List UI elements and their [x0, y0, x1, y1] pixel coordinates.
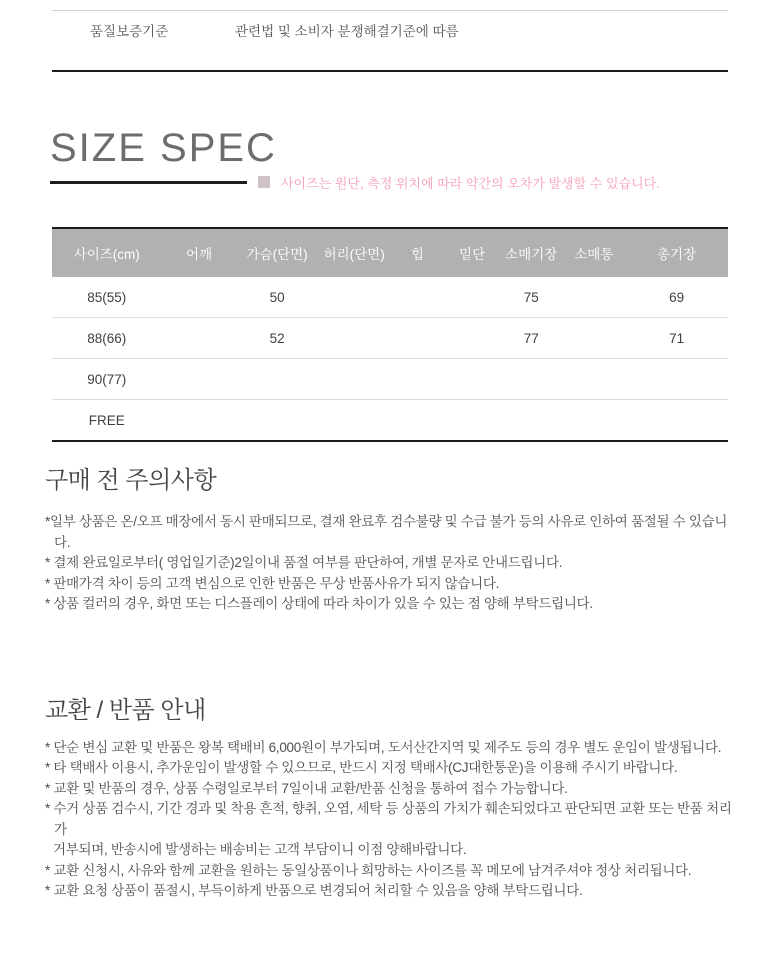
size-table-header-cell: 가슴(단면)	[237, 228, 318, 277]
size-table-cell	[500, 359, 562, 400]
size-table-header-cell: 허리(단면)	[318, 228, 391, 277]
purchase-notice-list	[45, 512, 740, 615]
size-spec-table	[52, 227, 728, 442]
exchange-notice-list	[45, 738, 740, 902]
size-spec-section	[0, 128, 780, 442]
exchange-notice-item: 거부되며, 반송시에 발생하는 배송비는 고객 부담이니 이점 양해바랍니다.	[53, 842, 467, 857]
size-table-header-cell: 사이즈(cm)	[52, 228, 162, 277]
size-table-cell: 88(66)	[52, 318, 162, 359]
size-table-cell	[625, 359, 728, 400]
size-table-cell: FREE	[52, 400, 162, 442]
size-table-cell	[444, 277, 500, 318]
exchange-notice-item: * 타 택배사 이용시, 추가운임이 발생할 수 있으므로, 반드시 지정 택배사(CJ대한통운)을 이용해 주시기 바랍니다.	[45, 760, 678, 775]
size-table-header-cell: 총기장	[625, 228, 728, 277]
size-table-cell	[562, 400, 625, 442]
size-spec-subheader	[50, 175, 780, 189]
size-table-cell: 69	[669, 289, 685, 305]
exchange-notice-item: * 교환 및 반품의 경우, 상품 수령일로부터 7일이내 교환/반품 신청을 통하여 접수 가능합니다.	[45, 780, 568, 796]
exchange-notice-item: * 단순 변심 교환 및 반품은 왕복 택배비 6,000원이 부가되며, 도서산간지역 및 제주도 등의 경우 별도 운임이 발생됩니다.	[45, 739, 722, 755]
size-table-cell	[318, 277, 391, 318]
size-table-row	[52, 400, 728, 442]
exchange-notice-section	[0, 697, 740, 902]
size-table-cell	[318, 400, 391, 442]
size-table-header-cell: 소매기장	[500, 228, 562, 277]
size-table-cell	[162, 318, 237, 359]
size-table-header-cell: 밑단	[444, 228, 500, 277]
size-table-cell	[444, 400, 500, 442]
purchase-notice-title: 구매 전 주의사항	[45, 467, 217, 494]
purchase-notice-item: *일부 상품은 온/오프 매장에서 동시 판매되므로, 결재 완료후 검수불량 및 수급 불가 등의 사유로 인하여 품절될 수 있습니다.	[45, 514, 728, 550]
size-table-cell	[237, 400, 318, 442]
size-table-cell	[237, 359, 318, 400]
size-table-body	[52, 277, 728, 441]
size-table-cell: 50	[269, 289, 285, 305]
size-table-cell	[625, 400, 728, 442]
size-table-cell	[391, 400, 444, 442]
purchase-notice-item: * 상품 컬러의 경우, 화면 또는 디스플레이 상태에 따라 차이가 있을 수 있는 점 양해 부탁드립니다.	[45, 596, 593, 611]
size-tolerance-note: 사이즈는 원단, 측정 위치에 따라 약간의 오차가 발생할 수 있습니다.	[281, 175, 660, 191]
quality-section	[0, 10, 780, 72]
size-table-cell	[562, 359, 625, 400]
size-table-cell	[162, 359, 237, 400]
size-table-cell	[391, 277, 444, 318]
product-info-page	[0, 10, 780, 902]
size-table-cell	[444, 359, 500, 400]
size-table-cell	[562, 318, 625, 359]
size-table-cell	[162, 400, 237, 442]
quality-label: 품질보증기준	[90, 24, 169, 39]
size-table-cell	[318, 359, 391, 400]
size-table-header-cell: 어깨	[162, 228, 237, 277]
size-spec-title: SIZE SPEC	[50, 126, 277, 170]
size-table-cell	[162, 277, 237, 318]
size-table-cell: 85(55)	[87, 289, 127, 305]
size-table-cell	[444, 318, 500, 359]
size-table-cell	[391, 318, 444, 359]
size-table-cell: 90(77)	[52, 359, 162, 400]
purchase-notice-section	[0, 467, 740, 615]
quality-row	[52, 11, 728, 40]
exchange-notice-item: * 교환 신청시, 사유와 함께 교환을 원하는 동일상품이나 희망하는 사이즈를 꼭 메모에 남겨주셔야 정상 처리됩니다.	[45, 862, 692, 878]
size-table-cell: 71	[625, 318, 728, 359]
purchase-notice-item: * 판매가격 차이 등의 고객 변심으로 인한 반품은 무상 반품사유가 되지 않습니다.	[45, 575, 500, 591]
quality-value: 관련법 및 소비자 분쟁해결기준에 따름	[235, 24, 459, 39]
size-table-cell	[562, 277, 625, 318]
size-table-row	[52, 277, 728, 318]
size-table-cell	[318, 318, 391, 359]
size-table-cell: 75	[523, 289, 539, 305]
title-underline	[50, 181, 247, 184]
size-table-row	[52, 359, 728, 400]
divider-dark	[52, 70, 728, 72]
size-table-header-cell: 소매통	[562, 228, 625, 277]
size-table-cell: 77	[500, 318, 562, 359]
exchange-notice-title: 교환 / 반품 안내	[45, 696, 206, 724]
size-table-cell	[500, 400, 562, 442]
size-table-cell: 52	[237, 318, 318, 359]
size-table-cell	[391, 359, 444, 400]
size-table-header-cell: 힙	[391, 228, 444, 277]
note-square-icon	[258, 176, 270, 188]
exchange-notice-item: * 교환 요청 상품이 품절시, 부득이하게 반품으로 변경되어 처리할 수 있음을 양해 부탁드립니다.	[45, 883, 583, 898]
exchange-notice-item: * 수거 상품 검수시, 기간 경과 및 착용 흔적, 향취, 오염, 세탁 등 상품의 가치가 훼손되었다고 판단되면 교환 또는 반품 처리가	[45, 801, 732, 837]
purchase-notice-item: * 결제 완료일로부터( 영업일기준)2일이내 품절 여부를 판단하여, 개별 문자로 안내드립니다.	[45, 555, 563, 570]
size-table-row	[52, 318, 728, 359]
size-table-header-row	[52, 228, 728, 277]
